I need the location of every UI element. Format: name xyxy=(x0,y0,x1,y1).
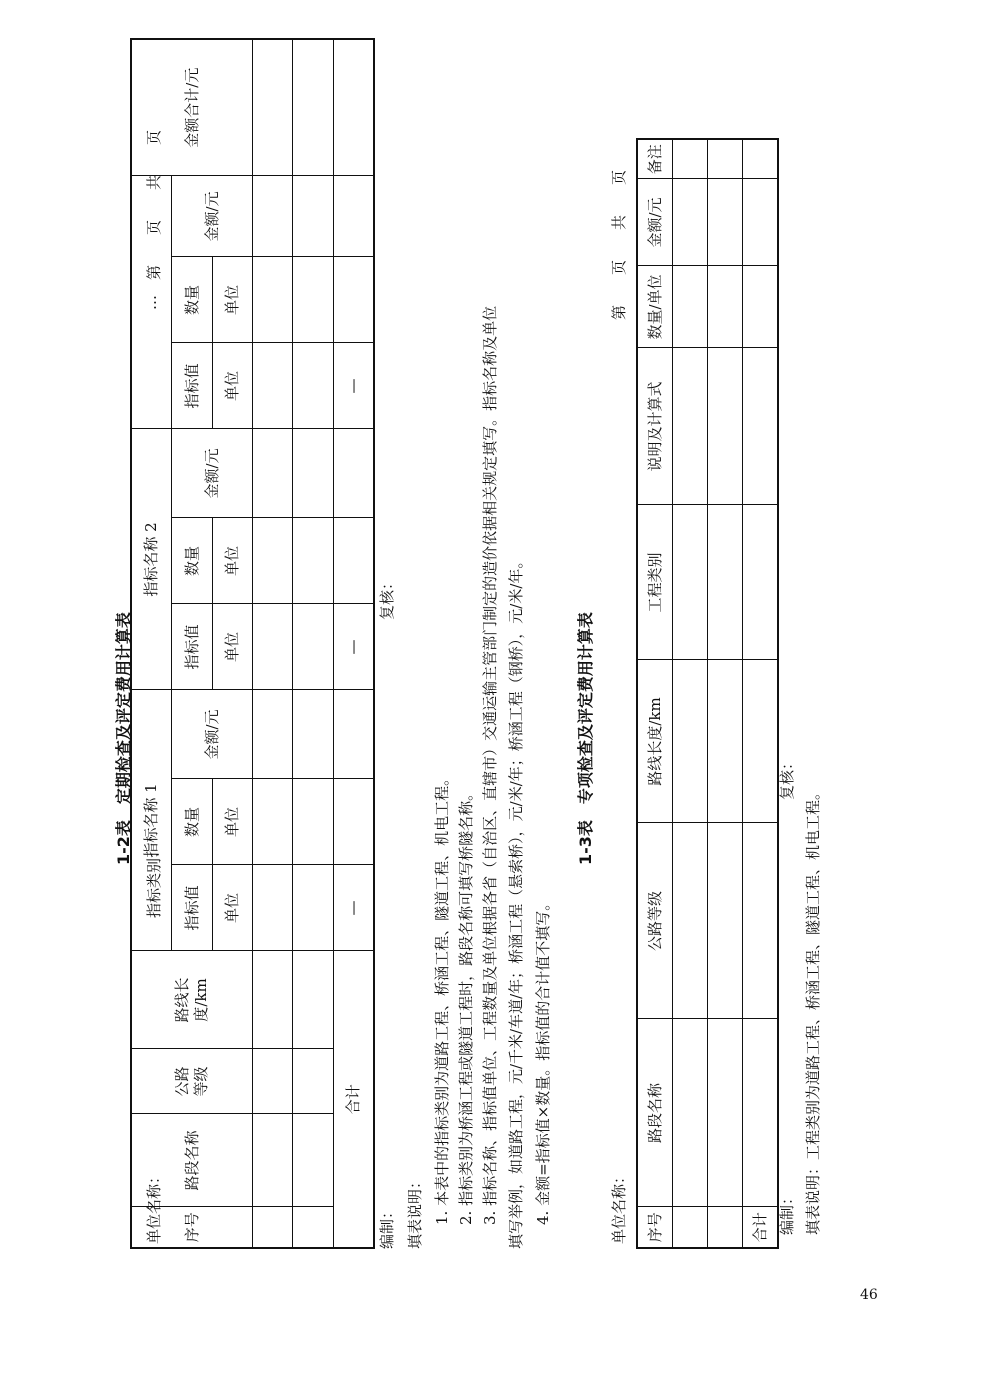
header-index2: 指标名称 2 xyxy=(131,429,172,690)
table2-reviewer-label: 复核： xyxy=(778,754,796,800)
table-row xyxy=(293,39,333,1248)
header-remarks: 备注 xyxy=(637,139,673,179)
table1-title: 1-2表 定期检查及评定费用计算表 xyxy=(114,612,133,865)
header-road-grade: 公路等级 xyxy=(637,823,673,1019)
table1-reviewer-label: 复核： xyxy=(378,574,396,620)
table1-note-1: 1. 本表中的指标类别为道路工程、桥涵工程、隧道工程、机电工程。 xyxy=(433,770,451,1225)
table-row xyxy=(708,139,743,1248)
header-unit: 单位 xyxy=(212,865,252,951)
header-amount: 金额/元 xyxy=(637,179,673,266)
total-row xyxy=(743,139,779,1248)
table1-note-3: 3. 指标名称、指标值单位、工程数量及单位根据各省（自治区、直辖市）交通运输主管部门制定的造价依据相关规定填写。指标名称及单位 xyxy=(481,305,499,1225)
table1-page-label: 第 页 共 页 xyxy=(145,129,163,280)
header-unit: 单位 xyxy=(212,779,252,865)
table2-note: 填表说明：工程类别为道路工程、桥涵工程、隧道工程、机电工程。 xyxy=(804,784,822,1235)
table2 xyxy=(636,138,779,1249)
header-amount: 金额/元 xyxy=(172,690,253,779)
header-amount: 金额/元 xyxy=(172,429,253,518)
header-seq: 序号 xyxy=(131,1207,252,1248)
dash-cell: — xyxy=(333,865,374,951)
header-quantity: 数量 xyxy=(172,257,212,343)
header-quantity: 数量 xyxy=(172,518,212,604)
table1-note-2: 2. 指标类别为桥涵工程或隧道工程时，路段名称可填写桥隧名称。 xyxy=(457,785,475,1225)
header-index-value: 指标值 xyxy=(172,604,212,690)
table1-notes-label: 填表说明： xyxy=(406,1173,424,1249)
page-number: 46 xyxy=(860,1287,878,1303)
header-index-value: 指标值 xyxy=(172,343,212,429)
header-section-name: 路段名称 xyxy=(637,1019,673,1207)
header-section-name: 路段名称 xyxy=(131,1114,252,1207)
header-unit: 单位 xyxy=(212,257,252,343)
header-quantity: 数量 xyxy=(172,779,212,865)
header-total-amount: 金额合计/元 xyxy=(131,39,252,176)
header-calc-formula: 说明及计算式 xyxy=(637,348,673,505)
table1-note-4: 4. 金额=指标值×数量。指标值的合计值不填写。 xyxy=(534,895,552,1225)
header-unit: 单位 xyxy=(212,343,252,429)
header-length: 路线长度/km xyxy=(637,660,673,823)
table2-unit-label: 单位名称： xyxy=(610,1168,628,1244)
dash-cell: — xyxy=(333,604,374,690)
total-row xyxy=(333,39,374,1248)
table2-page-label: 第 页 共 页 xyxy=(610,169,628,320)
total-row-label: 合计 xyxy=(333,951,374,1248)
header-quantity-unit: 数量/单位 xyxy=(637,266,673,348)
header-unit: 单位 xyxy=(212,604,252,690)
table1-category-label: 指标类别： xyxy=(145,842,163,918)
table1-compiler-label: 编制： xyxy=(378,1203,396,1249)
header-length: 路线长度/km xyxy=(131,951,252,1049)
table-row xyxy=(252,39,292,1248)
header-project-type: 工程类别 xyxy=(637,505,673,660)
total-row-label: 合计 xyxy=(743,1207,779,1248)
header-unit: 单位 xyxy=(212,518,252,604)
header-index-value: 指标值 xyxy=(172,865,212,951)
table2-title: 1-3表 专项检查及评定费用计算表 xyxy=(576,612,595,865)
dash-cell: — xyxy=(333,343,374,429)
header-more: … xyxy=(131,176,172,429)
table2-compiler-label: 编制： xyxy=(778,1189,796,1235)
header-amount: 金额/元 xyxy=(172,176,253,257)
table-row xyxy=(673,139,708,1248)
table1 xyxy=(130,38,375,1249)
header-seq: 序号 xyxy=(637,1207,673,1248)
header-road-grade: 公路等级 xyxy=(131,1049,252,1114)
table1-unit-label: 单位名称： xyxy=(145,1168,163,1244)
table2-header-row xyxy=(637,139,673,1248)
table1-note-3-cont: 填写举例，如道路工程，元/千米/车道/年；桥涵工程（悬索桥），元/米/年；桥涵工程（钢桥），元/米/年。 xyxy=(507,553,525,1249)
header-index1: 指标名称 1 xyxy=(131,690,172,951)
